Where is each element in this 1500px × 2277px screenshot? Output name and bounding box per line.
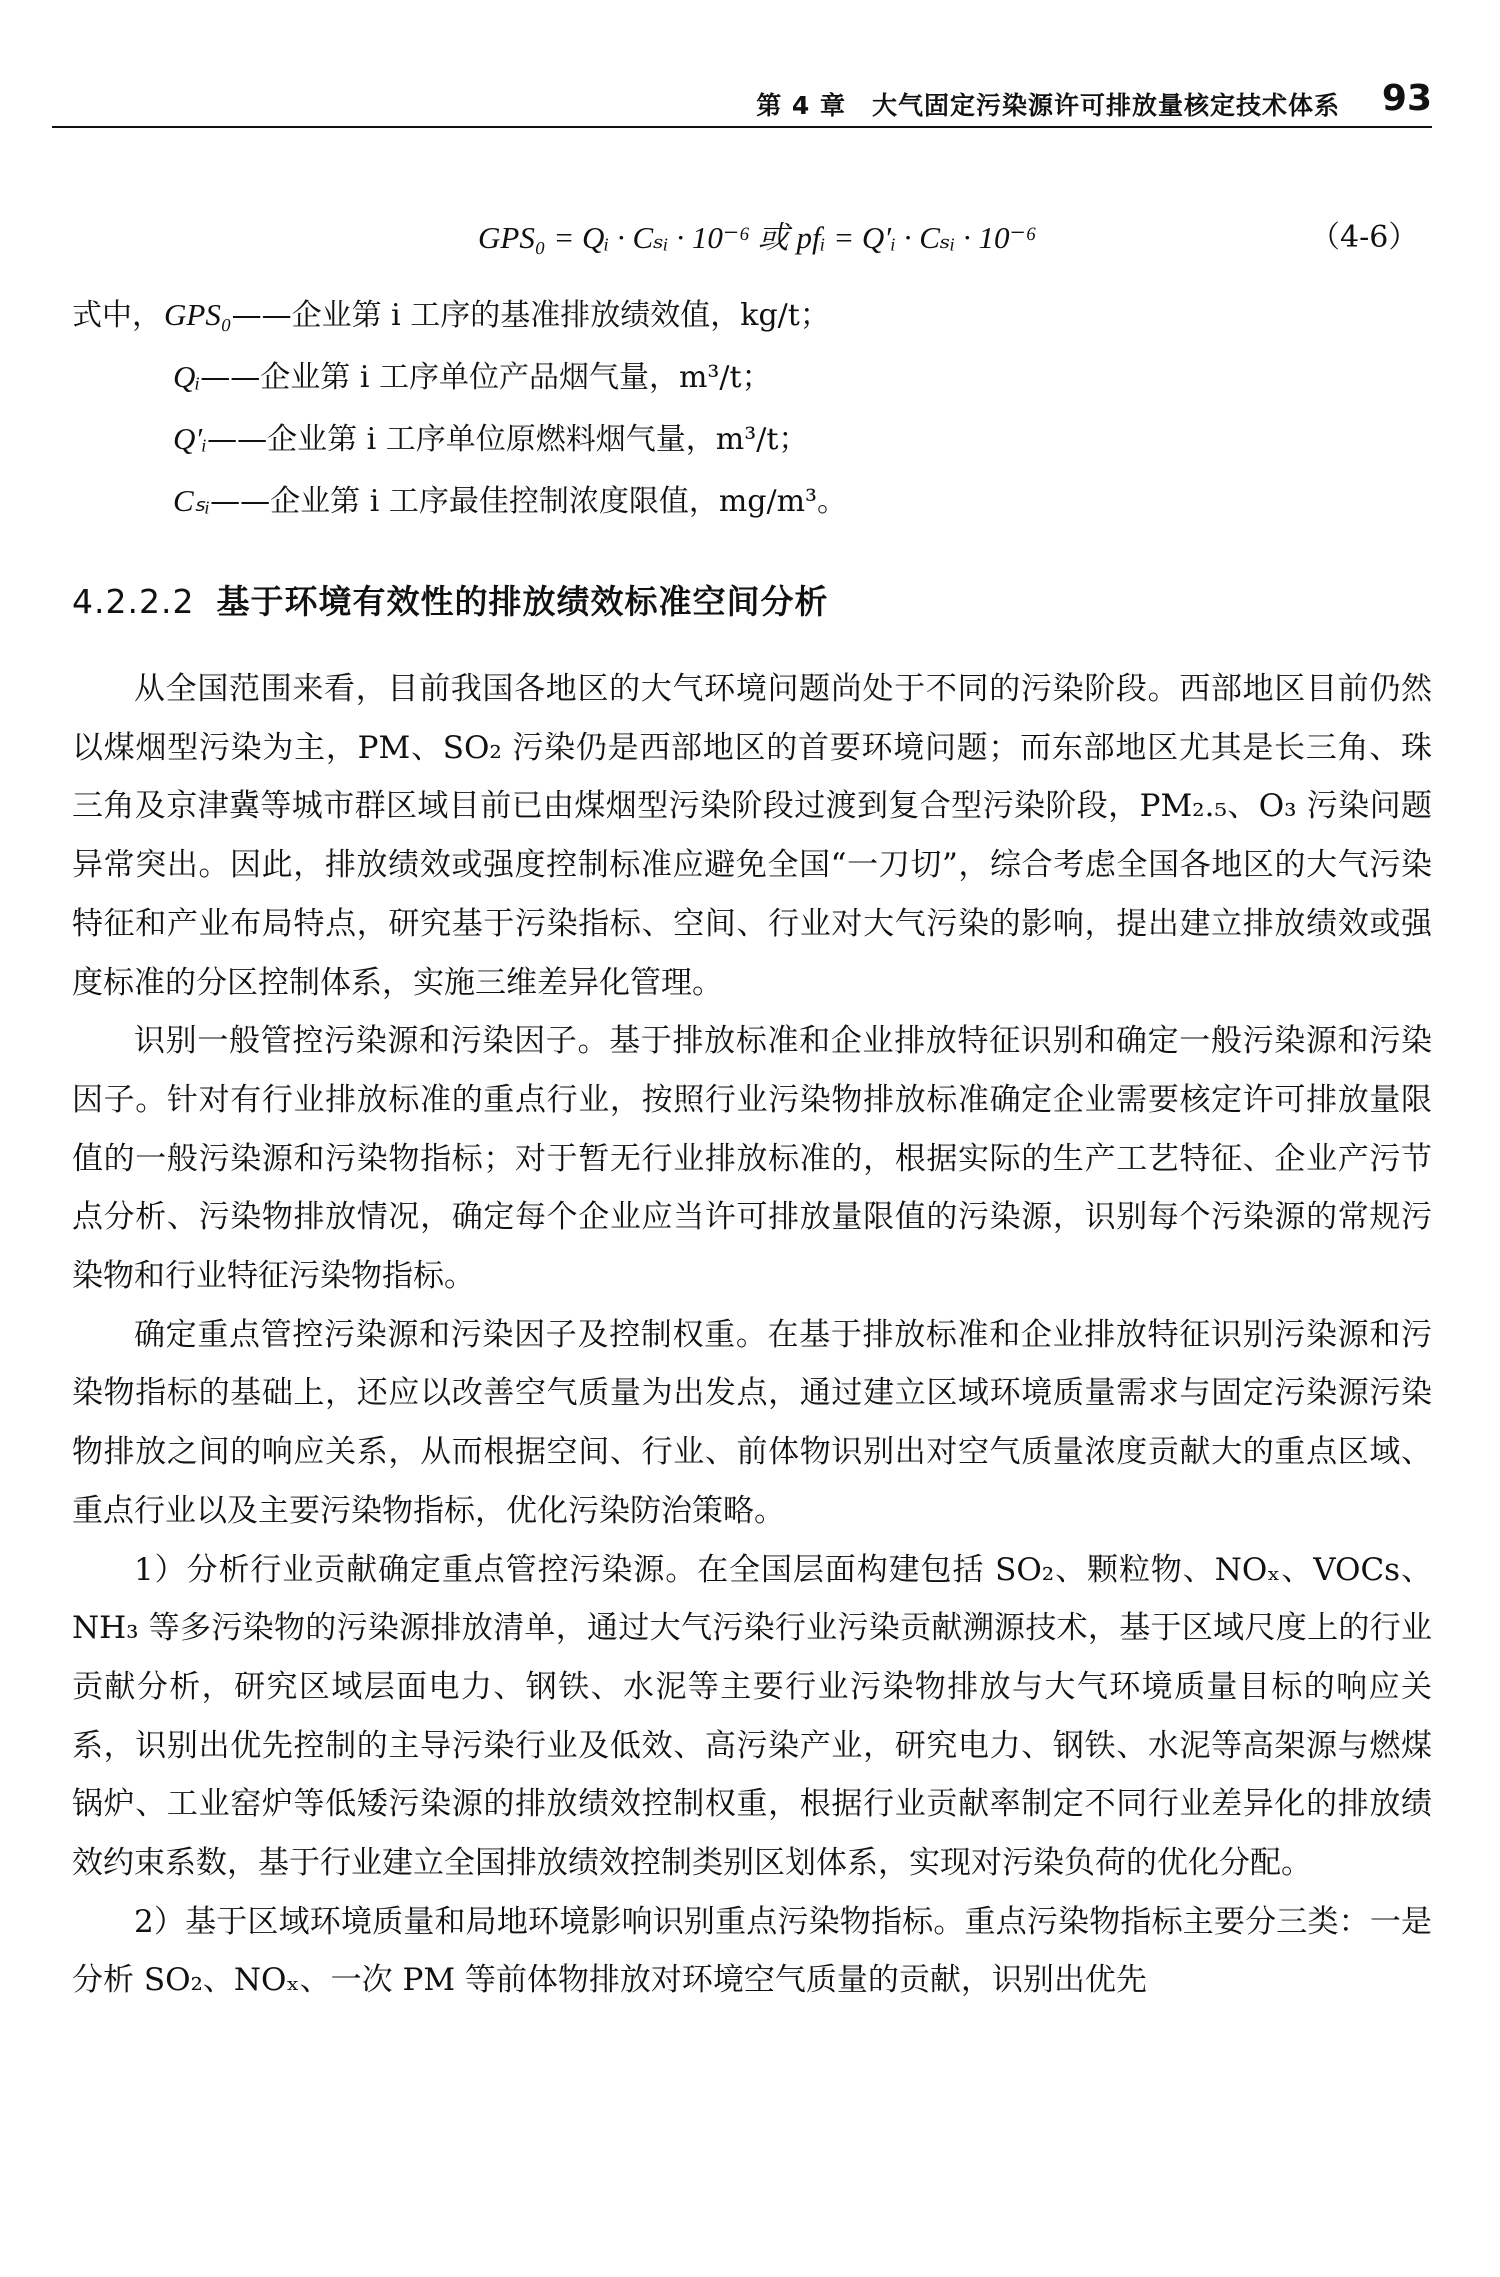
body-text	[72, 660, 1432, 2010]
equation-4-6	[0, 212, 1500, 262]
header-rule	[52, 126, 1432, 128]
definition-symbol: GPS₀	[164, 297, 232, 332]
equation-expression: GPS₀ = Qᵢ · Cₛᵢ · 10⁻⁶ 或 pfᵢ = Q′ᵢ · Cₛᵢ · 10⁻⁶	[478, 220, 1037, 255]
definition-row	[72, 290, 1432, 352]
page-header	[52, 78, 1432, 128]
symbol-definitions	[72, 290, 1432, 538]
definition-text: ——企业第 i 工序最佳控制浓度限值，mg/m³。	[210, 484, 848, 519]
definition-text: ——企业第 i 工序单位产品烟气量，m³/t；	[200, 360, 772, 395]
definition-row	[72, 414, 1432, 476]
chapter-title: 第 4 章 大气固定污染源许可排放量核定技术体系	[756, 91, 1340, 120]
page-number: 93	[1381, 78, 1432, 119]
section-number: 4.2.2.2	[72, 582, 195, 621]
equation-number: （4-6）	[1310, 220, 1419, 255]
paragraph: 2）基于区域环境质量和局地环境影响识别重点污染物指标。重点污染物指标主要分三类：一是分析 SO₂、NOₓ、一次 PM 等前体物排放对环境空气质量的贡献，识别出优先	[72, 1903, 1432, 1999]
paragraph: 从全国范围来看，目前我国各地区的大气环境问题尚处于不同的污染阶段。西部地区目前仍然以煤烟型污染为主，PM、SO₂ 污染仍是西部地区的首要环境问题；而东部地区尤其是长三角、珠三角及京津冀等城市群区域目前已由煤烟型污染阶段过渡到复合型污染阶段，PM₂.₅、O₃ 污染问题异常突出。因此，排放绩效或强度控制标准应避免全国“一刀切”，综合考虑全国各地区的大气污染特征和产业布局特点，研究基于污染指标、空间、行业对大气污染的影响，提出建立排放绩效或强度标准的分区控制体系，实施三维差异化管理。	[72, 671, 1432, 1001]
definition-row	[72, 352, 1432, 414]
paragraph: 识别一般管控污染源和污染因子。基于排放标准和企业排放特征识别和确定一般污染源和污染因子。针对有行业排放标准的重点行业，按照行业污染物排放标准确定企业需要核定许可排放量限值的一般污染源和污染物指标；对于暂无行业排放标准的，根据实际的生产工艺特征、企业产污节点分析、污染物排放情况，确定每个企业应当许可排放量限值的污染源，识别每个污染源的常规污染物和行业特征污染物指标。	[72, 1023, 1432, 1295]
definition-text: ——企业第 i 工序的基准排放绩效值，kg/t；	[231, 298, 830, 333]
definition-text: ——企业第 i 工序单位原燃料烟气量，m³/t；	[207, 422, 809, 457]
definitions-lead: 式中，	[72, 298, 162, 333]
definition-symbol: Qᵢ	[173, 359, 201, 394]
section-heading	[72, 576, 828, 623]
paragraph: 1）分析行业贡献确定重点管控污染源。在全国层面构建包括 SO₂、颗粒物、NOₓ、VOCs、NH₃ 等多污染物的污染源排放清单，通过大气污染行业污染贡献溯源技术，基于区域尺度上的行业贡献分析，研究区域层面电力、钢铁、水泥等主要行业污染物排放与大气环境质量目标的响应关系，识别出优先控制的主导污染行业及低效、高污染产业，研究电力、钢铁、水泥等高架源与燃煤锅炉、工业窑炉等低矮污染源的排放绩效控制权重，根据行业贡献率制定不同行业差异化的排放绩效约束系数，基于行业建立全国排放绩效控制类别区划体系，实现对污染负荷的优化分配。	[72, 1551, 1432, 1882]
paragraph: 确定重点管控污染源和污染因子及控制权重。在基于排放标准和企业排放特征识别污染源和污染物指标的基础上，还应以改善空气质量为出发点，通过建立区域环境质量需求与固定污染源污染物排放之间的响应关系，从而根据空间、行业、前体物识别出对空气质量浓度贡献大的重点区域、重点行业以及主要污染物指标，优化污染防治策略。	[72, 1316, 1432, 1529]
definition-symbol: Q′ᵢ	[173, 421, 208, 456]
definition-symbol: Cₛᵢ	[173, 483, 211, 518]
section-title: 基于环境有效性的排放绩效标准空间分析	[216, 582, 829, 621]
definition-row	[72, 476, 1432, 538]
